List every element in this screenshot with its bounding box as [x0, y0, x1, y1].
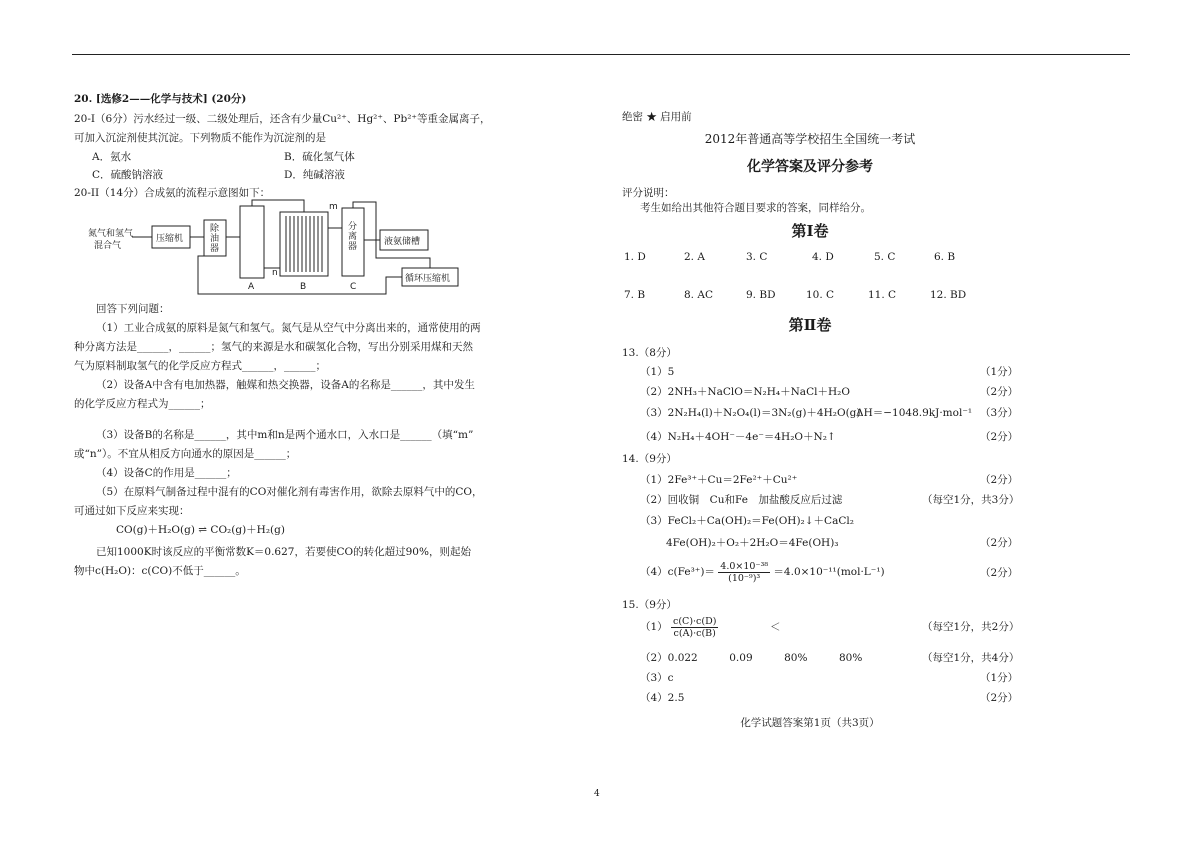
- mc-answer: 2. A: [684, 251, 705, 263]
- mc-answer: 12. BD: [930, 289, 967, 301]
- mc-answer: 7. B: [624, 289, 646, 301]
- q15-3-score: （1分）: [980, 672, 1019, 684]
- q13-3-enthalpy: ΔH＝−1048.9kJ·mol⁻¹: [856, 407, 973, 419]
- page-number: 4: [594, 789, 600, 799]
- q13-3: （3）2N₂H₄(l)＋N₂O₄(l)＝3N₂(g)＋4H₂O(g): [640, 407, 861, 419]
- p1-line3: 气为原料制取氢气的化学反应方程式______，______；: [74, 360, 326, 372]
- q13-2-score: （2分）: [980, 386, 1019, 398]
- q15-1-score: （每空1分，共2分）: [922, 621, 1020, 633]
- q15-4: （4）2.5: [640, 692, 685, 704]
- q13-2: （2）2NH₃＋NaClO＝N₂H₄＋NaCl＋H₂O: [640, 386, 850, 398]
- p3-line1: （3）设备B的名称是______，其中m和n是两个通水口，入水口是______（填“m”: [96, 429, 474, 441]
- option-c: C．硫酸钠溶液: [92, 169, 164, 181]
- answer-intro: 回答下列问题：: [96, 303, 170, 315]
- label-a: A: [248, 282, 255, 292]
- q15-3: （3）c: [640, 672, 674, 684]
- answer-footer: 化学试题答案第1页（共3页）: [740, 717, 880, 729]
- mc-answer: 9. BD: [746, 289, 776, 301]
- top-rule: [72, 54, 1130, 55]
- q14-3-score: （2分）: [980, 537, 1019, 549]
- q13-title: 13.（8分）: [622, 347, 677, 359]
- note-label: 评分说明：: [622, 187, 675, 199]
- q14-4-fraction: [718, 561, 770, 584]
- q13-1-score: （1分）: [980, 366, 1019, 378]
- reactor-a-box: [240, 206, 264, 278]
- option-a: A．氨水: [92, 151, 132, 163]
- label-c: C: [350, 282, 357, 292]
- feed-label-2: 混合气: [94, 241, 122, 251]
- q15-1-prefix: （1）: [640, 621, 668, 633]
- q15-2-score: （每空1分，共4分）: [922, 652, 1020, 664]
- separator-label: 分离器: [348, 222, 358, 252]
- q20-title: 20. [选修2——化学与技术] (20分): [74, 93, 247, 105]
- option-b: B．硫化氢气体: [284, 151, 355, 163]
- q14-4-prefix: （4）c(Fe³⁺)＝: [640, 566, 715, 578]
- compressor-label: 压缩机: [156, 234, 184, 244]
- mc-answer: 10. C: [806, 289, 835, 301]
- q15-2: （2）0.022 0.09 80% 80%: [640, 652, 863, 664]
- mc-answer: 8. AC: [684, 289, 713, 301]
- q14-2: （2）回收铜 Cu和Fe 加盐酸反应后过滤: [640, 494, 843, 506]
- option-d: D．纯碱溶液: [284, 169, 345, 181]
- q14-1-score: （2分）: [980, 474, 1019, 486]
- q14-4-numerator: 4.0×10⁻³⁸: [720, 560, 769, 572]
- note-text: 考生如给出其他符合题目要求的答案，同样给分。: [640, 202, 871, 214]
- volume-2-heading: 第Ⅱ卷: [788, 316, 832, 334]
- label-n: n: [272, 268, 278, 278]
- q15-1-less-than: ＜: [770, 621, 781, 633]
- label-b: B: [300, 282, 307, 292]
- q13-3-score: （3分）: [980, 407, 1019, 419]
- q20-1-line2: 可加入沉淀剂使其沉淀。下列物质不能作为沉淀剂的是: [74, 132, 326, 144]
- mc-answer: 6. B: [934, 251, 956, 263]
- q20-1-line1: 20-I（6分）污水经过一级、二级处理后，还含有少量Cu²⁺、Hg²⁺、Pb²⁺等重金属离子，: [74, 113, 491, 125]
- mc-answer: 5. C: [874, 251, 896, 263]
- p1-line2: 种分离方法是______，______；氢气的来源是水和碳氢化合物，写出分别采用煤和天然: [74, 341, 473, 353]
- recycle-label: 循环压缩机: [405, 274, 451, 284]
- q15-1: [640, 614, 718, 640]
- secret-label: 绝密 ★ 启用前: [622, 111, 692, 123]
- p5-line2: 可通过如下反应来实现：: [74, 505, 190, 517]
- q15-4-score: （2分）: [980, 692, 1019, 704]
- q20-2-title: 20-II（14分）合成氨的流程示意图如下：: [74, 187, 271, 199]
- q14-4-score: （2分）: [980, 567, 1019, 579]
- p5-line4: 物中c(H₂O)：c(CO)不低于______。: [74, 565, 246, 577]
- mc-answer: 1. D: [624, 251, 646, 263]
- q13-4: （4）N₂H₄＋4OH⁻－4e⁻＝4H₂O＋N₂↑: [640, 431, 836, 443]
- q15-title: 15.（9分）: [622, 599, 677, 611]
- p4-line1: （4）设备C的作用是______；: [96, 467, 237, 479]
- q13-1: （1）5: [640, 366, 675, 378]
- p1-line1: （1）工业合成氨的原料是氮气和氢气。氮气是从空气中分离出来的，通常使用的两: [96, 322, 481, 334]
- q15-1-numerator: c(C)·c(D): [673, 615, 717, 627]
- q15-1-fraction: [671, 616, 718, 639]
- q14-4: [640, 560, 885, 584]
- q14-4-denominator: (10⁻⁹)³: [728, 572, 761, 584]
- label-m: m: [329, 202, 338, 212]
- tank-label: 液氨储槽: [384, 237, 421, 247]
- exam-title: 2012年普通高等学校招生全国统一考试: [704, 132, 916, 146]
- q14-2-score: （每空1分，共3分）: [922, 494, 1020, 506]
- p2-line2: 的化学反应方程式为______；: [74, 398, 211, 410]
- volume-1-heading: 第Ⅰ卷: [791, 222, 829, 240]
- feed-label: 氮气和氢气: [88, 229, 134, 239]
- mc-answer: 4. D: [812, 251, 834, 263]
- q13-4-score: （2分）: [980, 431, 1019, 443]
- condenser-b-box: [280, 212, 328, 276]
- mc-answer: 11. C: [868, 289, 897, 301]
- p5-equation: CO(g)＋H₂O(g) ⇌ CO₂(g)＋H₂(g): [116, 524, 285, 536]
- p5-line3: 已知1000K时该反应的平衡常数K＝0.627，若要使CO的转化超过90%，则起始: [96, 546, 471, 558]
- p2-line1: （2）设备A中含有电加热器，触媒和热交换器，设备A的名称是______，其中发生: [96, 379, 475, 391]
- doc-title: 化学答案及评分参考: [747, 159, 873, 175]
- q15-1-denominator: c(A)·c(B): [673, 627, 716, 639]
- q14-3a: （3）FeCl₂＋Ca(OH)₂＝Fe(OH)₂↓＋CaCl₂: [640, 515, 854, 527]
- ammonia-flow-diagram: [80, 198, 480, 298]
- p5-line1: （5）在原料气制备过程中混有的CO对催化剂有毒害作用，欲除去原料气中的CO，: [96, 486, 483, 498]
- q14-4-suffix: ＝4.0×10⁻¹¹(mol·L⁻¹): [773, 566, 885, 578]
- q14-title: 14.（9分）: [622, 453, 677, 465]
- oil-remover-label: 除油器: [210, 224, 220, 254]
- mc-answer: 3. C: [746, 251, 768, 263]
- p3-line2: 或“n”）。不宜从相反方向通水的原因是______；: [74, 448, 297, 460]
- q14-3b: 4Fe(OH)₂＋O₂＋2H₂O＝4Fe(OH)₃: [666, 537, 839, 549]
- q14-1: （1）2Fe³⁺＋Cu＝2Fe²⁺＋Cu²⁺: [640, 474, 798, 486]
